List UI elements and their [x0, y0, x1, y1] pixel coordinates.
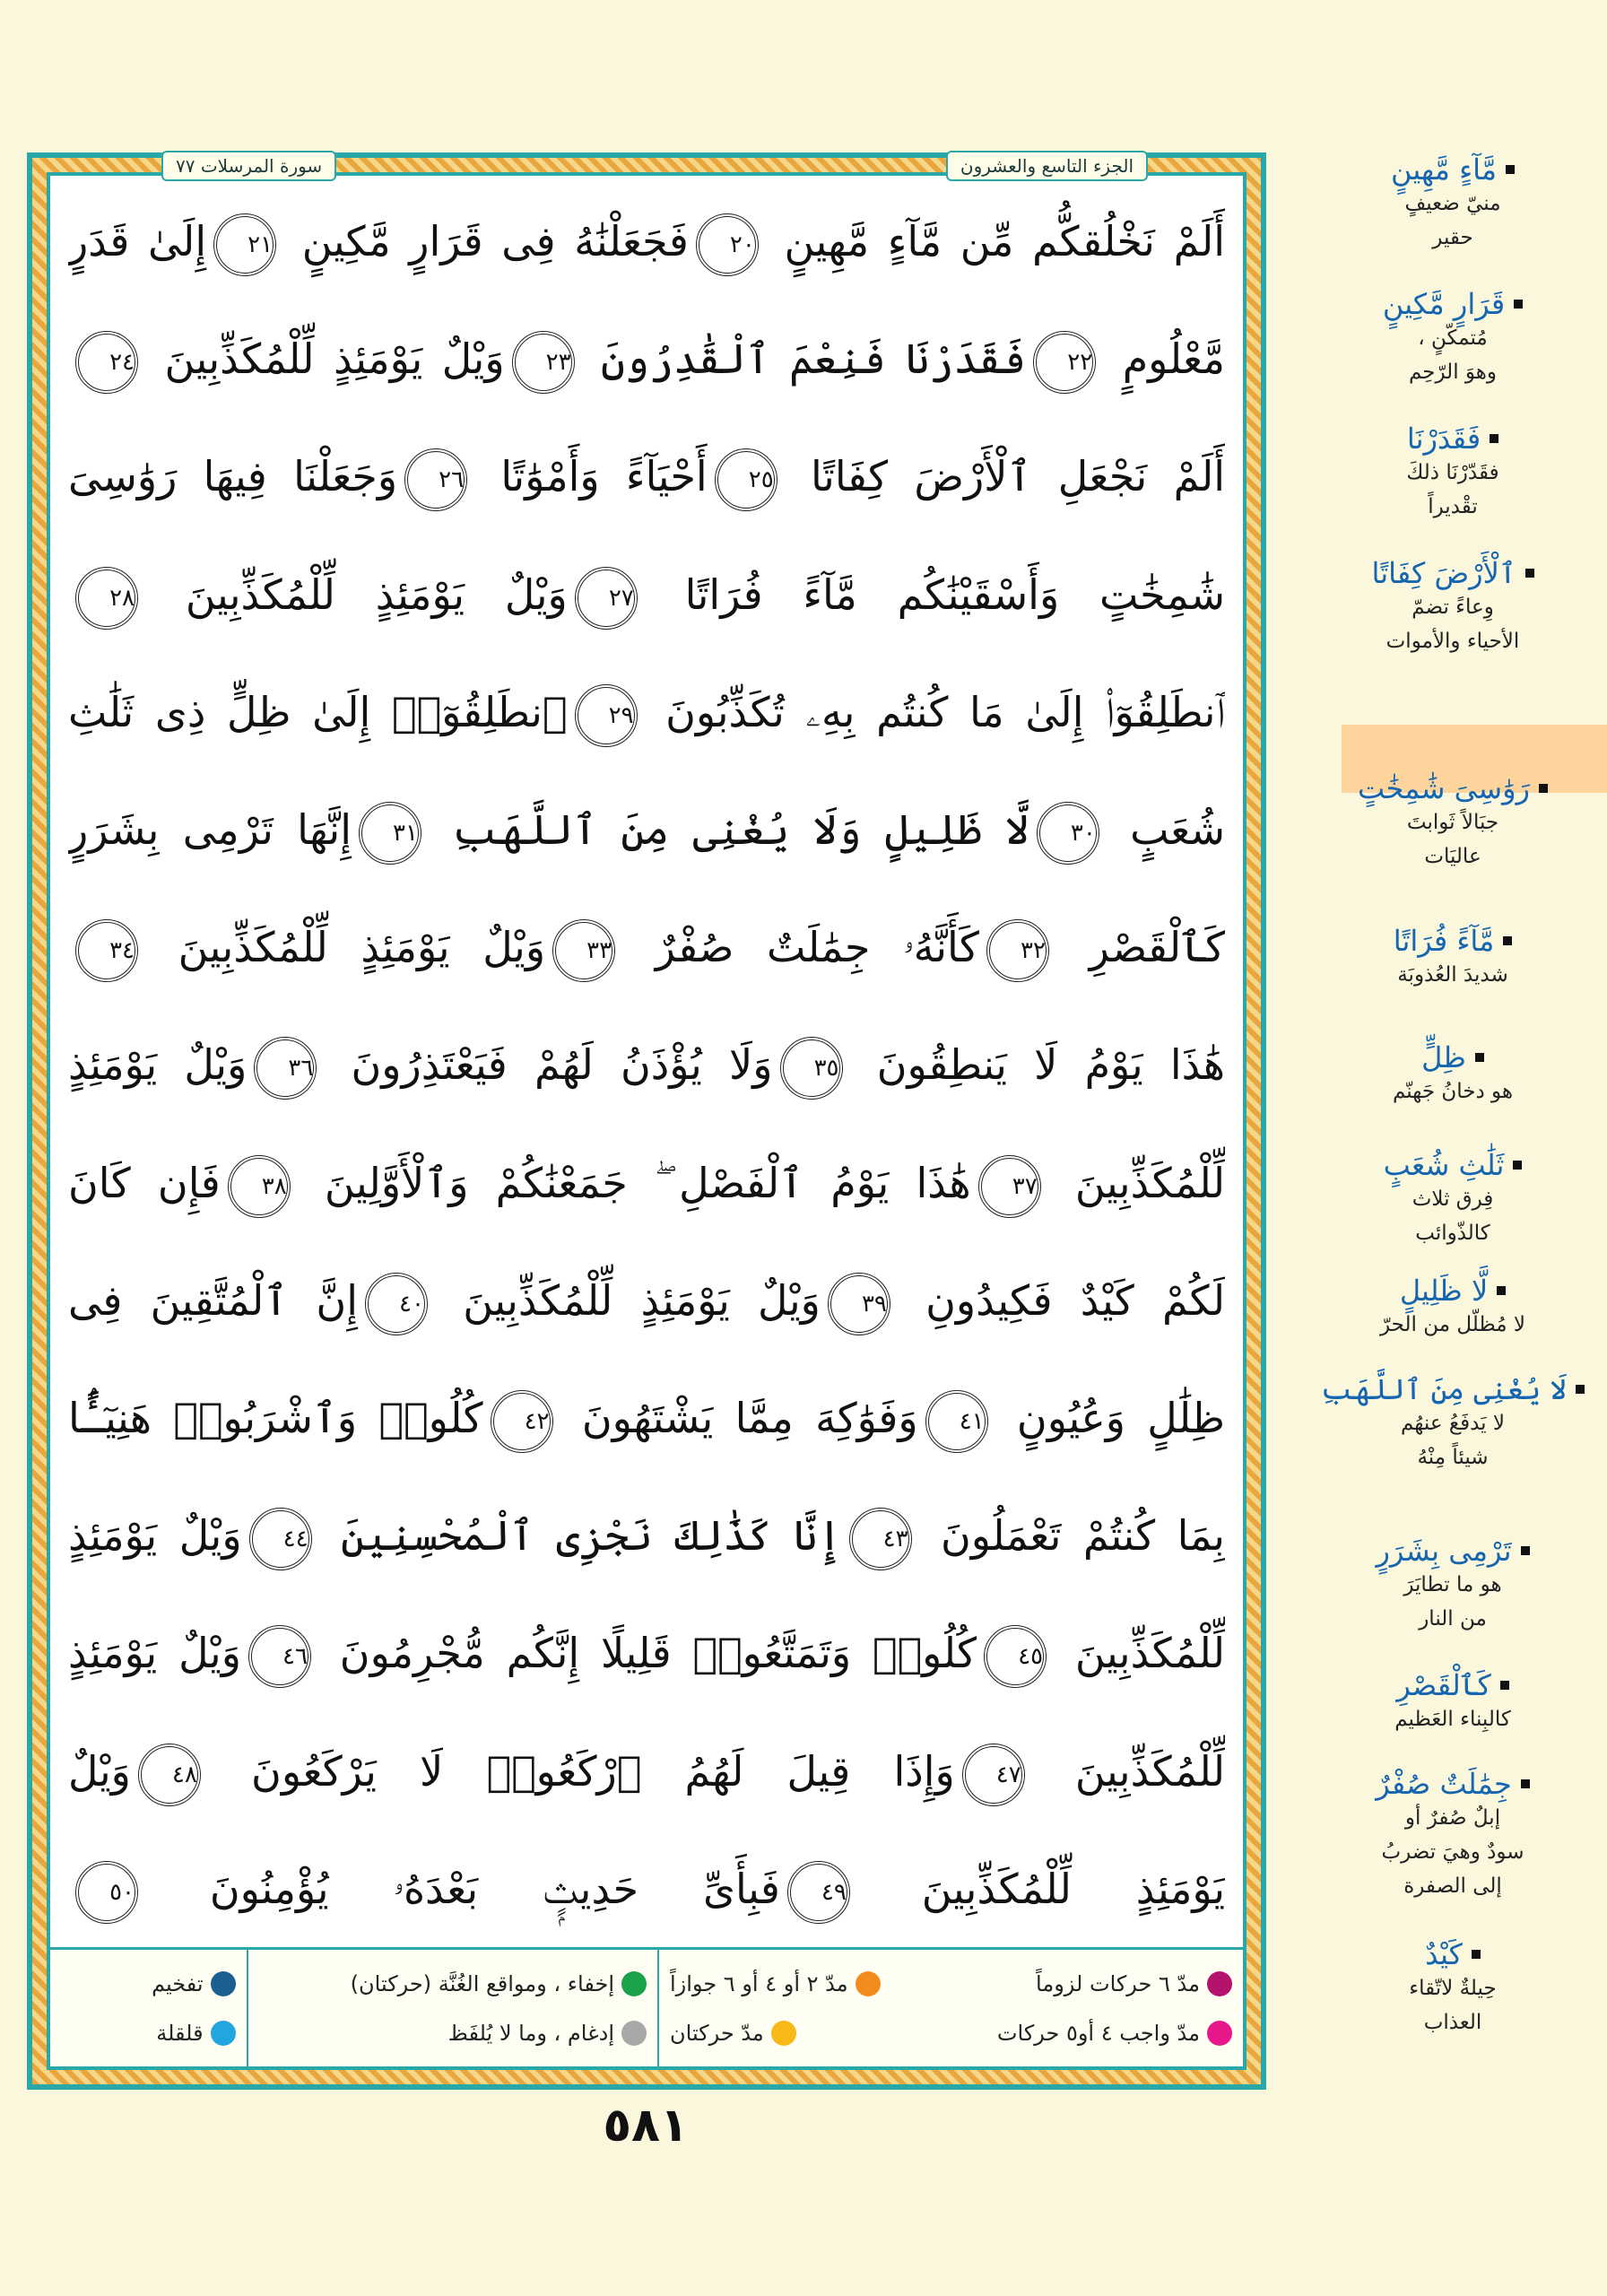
legend-item	[997, 2021, 1232, 2046]
ayah-number-marker: ٣٢	[986, 919, 1049, 982]
bullet-icon	[1506, 165, 1515, 174]
glossary-entry	[1309, 152, 1596, 255]
verse-text: كَأَنَّهُۥ جِمَٰلَتٌ صُفْرٌ	[622, 923, 979, 972]
verse-text: إِنَّهَا تَرْمِى بِشَرَرٍ	[68, 805, 352, 855]
ayah-number-marker: ٣٧	[978, 1155, 1041, 1218]
legend-dot	[1207, 1971, 1232, 1996]
quran-line	[68, 1839, 1225, 1938]
verse-text: وَإِذَا قِيلَ لَهُمُ ٱرْكَعُوا۟ لَا يَرْكَعُونَ	[207, 1746, 955, 1796]
ayah-number-marker: ٤٦	[248, 1625, 311, 1688]
ayah-number-marker: ٣٩	[828, 1273, 890, 1335]
bullet-icon	[1503, 936, 1512, 945]
glossary-term-text: فَقَدَرْنَا	[1406, 422, 1481, 456]
bullet-icon	[1500, 1681, 1509, 1690]
bullet-icon	[1514, 300, 1523, 309]
legend-label: مدّ ٦ حركات لزوماً	[1036, 1970, 1200, 1996]
glossary-term-text: كَٱلْقَصْرِ	[1396, 1668, 1491, 1702]
legend-dot	[771, 2021, 796, 2046]
verse-text: وَيْلٌ	[68, 1746, 131, 1796]
verse-text: ٱنطَلِقُوٓا۟ إِلَىٰ مَا كُنتُم بِهِۦ تُكَذِّبُونَ	[644, 687, 1225, 736]
quran-line	[68, 1015, 1225, 1114]
glossary-term-text: تَرْمِى بِشَرَرٍ	[1376, 1534, 1512, 1568]
text-area	[50, 176, 1243, 2066]
verse-text: إِلَىٰ قَدَرٍ	[68, 217, 207, 265]
glossary-definition: لا يَدفَعُ عنهُم شيئاً مِنْهُ	[1400, 1412, 1506, 1469]
bullet-icon	[1539, 784, 1548, 793]
bullet-icon	[1521, 1546, 1530, 1555]
legend-label: مدّ ٢ أو ٤ أو ٦ جوازاً	[670, 1970, 848, 1996]
ayah-number-marker: ٢٥	[715, 448, 777, 511]
glossary-entry	[1309, 556, 1596, 658]
glossary-definition: جبَالاً ثَوابتَ عاليَات	[1406, 811, 1499, 868]
legend-item	[670, 1971, 881, 1996]
verse-text: كُلُوا۟ وَتَمَتَّعُوا۟ قَلِيلًا إِنَّكُم مُّجْرِمُونَ	[317, 1629, 977, 1678]
frame-core	[47, 172, 1247, 2070]
legend-item	[61, 1971, 236, 1996]
ayah-number-marker: ٢٧	[575, 567, 638, 630]
legend-label: تفخيم	[152, 1970, 204, 1996]
juz-label: الجزء التاسع والعشرون	[946, 151, 1148, 181]
verse-text: لَّا ظَلِيلٍ وَلَا يُغْنِى مِنَ ٱللَّهَبِ	[428, 805, 1029, 855]
verse-text: فَجَعَلْنَٰهُ فِى قَرَارٍ مَّكِينٍ	[283, 217, 689, 265]
bullet-icon	[1576, 1385, 1585, 1394]
verse-text: وَيْلٌ يَوْمَئِذٍ لِّلْمُكَذِّبِينَ	[434, 1275, 821, 1325]
legend-col-ikhfa	[247, 1950, 657, 2066]
verse-text: وَيْلٌ يَوْمَئِذٍ	[68, 1040, 248, 1090]
ayah-number-marker: ٢٢	[1033, 331, 1096, 394]
ayah-number-marker: ٣٤	[75, 919, 138, 982]
verse-text: وَيْلٌ يَوْمَئِذٍ	[68, 1629, 241, 1678]
glossary-entry	[1309, 771, 1596, 874]
quran-line	[68, 1486, 1225, 1585]
legend-item	[259, 2021, 647, 2046]
verse-text: أَلَمْ نَجْعَلِ ٱلْأَرْضَ كِفَاتًا	[784, 452, 1225, 501]
ayah-number-marker: ٢٣	[512, 331, 575, 394]
ayah-number-marker: ٤٢	[491, 1390, 553, 1453]
verse-text: وَلَا يُؤْذَنُ لَهُمْ فَيَعْتَذِرُونَ	[324, 1040, 773, 1090]
glossary-term-text: ثَلَٰثِ شُعَبٍ	[1383, 1148, 1505, 1182]
ayah-number-marker: ٣٣	[552, 919, 615, 982]
legend-dot	[211, 2021, 236, 2046]
bullet-icon	[1497, 1286, 1506, 1295]
glossary-term-text: لَا يُغْنِى مِنَ ٱللَّهَبِ	[1320, 1372, 1568, 1406]
ayah-number-marker: ٤١	[925, 1390, 988, 1453]
legend-col-madd	[657, 1950, 1243, 2066]
glossary-term	[1309, 1274, 1596, 1308]
verse-text: إِنَّ ٱلْمُتَّقِينَ فِى	[68, 1275, 358, 1325]
ayah-number-marker: ٤٥	[984, 1625, 1047, 1688]
glossary-term	[1309, 152, 1596, 187]
glossary-definition: فِرق ثلاث كالذّوائب	[1412, 1187, 1494, 1245]
verse-text: هَٰذَا يَوْمُ ٱلْفَصْلِ ۖ جَمَعْنَٰكُمْ وَٱلْأَوَّلِينَ	[297, 1158, 971, 1207]
ayah-number-marker: ٢٠	[696, 213, 759, 276]
verse-text: أَحْيَآءً وَأَمْوَٰتًا	[474, 452, 708, 501]
glossary-definition: هو ما تطايَرَ من النار	[1403, 1573, 1502, 1631]
legend-row	[670, 2021, 1232, 2046]
legend-dot	[621, 1971, 647, 1996]
verse-text: شُعَبٍ	[1106, 805, 1225, 855]
legend-item	[61, 2021, 236, 2046]
glossary-entry	[1309, 1534, 1596, 1636]
legend-dot	[211, 1971, 236, 1996]
quran-line	[68, 898, 1225, 996]
glossary-definition: إبلٌ صُفرٌ أو سودٌ وهيَ تضربُ إلى الصفرة	[1381, 1806, 1524, 1898]
quran-text	[50, 176, 1243, 1947]
verse-text: وَجَعَلْنَا فِيهَا رَوَٰسِىَ	[68, 452, 398, 501]
surah-label: سورة المرسلات ٧٧	[161, 151, 336, 181]
verse-text: يَوْمَئِذٍ لِّلْمُكَذِّبِينَ	[856, 1864, 1225, 1913]
glossary-entry	[1309, 1767, 1596, 1903]
glossary-definition: حِيلةٌ لاتّقاء العذاب	[1409, 1977, 1497, 2034]
glossary-term	[1309, 1767, 1596, 1801]
quran-line	[68, 545, 1225, 644]
glossary-sidebar	[1291, 152, 1605, 2126]
glossary-entry	[1309, 1668, 1596, 1736]
glossary-term-text: مَّآءٍ مَّهِينٍ	[1391, 152, 1498, 187]
ayah-number-marker: ٣٦	[254, 1037, 317, 1100]
legend-label: مدّ واجب ٤ أو٥ حركات	[996, 2020, 1200, 2046]
legend-item	[259, 1971, 647, 1996]
glossary-entry	[1309, 1148, 1596, 1250]
tajweed-legend	[50, 1947, 1243, 2066]
glossary-entry	[1309, 287, 1596, 389]
legend-label: مدّ حركتان	[670, 2020, 764, 2046]
glossary-entry	[1309, 1040, 1596, 1109]
bullet-icon	[1490, 434, 1498, 443]
verse-text: مَّعْلُومٍ	[1103, 335, 1225, 384]
legend-dot	[1207, 2021, 1232, 2046]
bullet-icon	[1521, 1779, 1530, 1788]
quran-line	[68, 1722, 1225, 1821]
glossary-definition: كالبِناء العَظيم	[1394, 1708, 1511, 1731]
page-number: ٥٨١	[603, 2099, 689, 2152]
legend-label: إدغام ، وما لا يُلفَظ	[447, 2020, 614, 2046]
ayah-number-marker: ٤٣	[849, 1508, 912, 1570]
glossary-term	[1309, 1937, 1596, 1971]
quran-line	[68, 780, 1225, 879]
quran-line	[68, 1134, 1225, 1232]
ayah-number-marker: ٤٨	[138, 1744, 201, 1806]
ayah-number-marker: ٢١	[213, 213, 276, 276]
ornamental-border	[32, 158, 1261, 2084]
legend-dot	[621, 2021, 647, 2046]
verse-text: كَٱلْقَصْرِ	[1055, 923, 1225, 972]
quran-line	[68, 1251, 1225, 1350]
verse-text: لِّلْمُكَذِّبِينَ	[1047, 1158, 1225, 1207]
ayah-number-marker: ٤٧	[962, 1744, 1025, 1806]
legend-item	[670, 2021, 796, 2046]
glossary-term	[1309, 1148, 1596, 1182]
glossary-term-text: ٱلْأَرْضَ كِفَاتًا	[1371, 556, 1516, 590]
verse-text: وَيْلٌ يَوْمَئِذٍ لِّلْمُكَذِّبِينَ	[145, 335, 505, 384]
quran-line	[68, 1604, 1225, 1702]
verse-text: ٱنطَلِقُوٓا۟ إِلَىٰ ظِلٍّ ذِى ثَلَٰثِ	[68, 687, 568, 736]
glossary-term	[1309, 1534, 1596, 1568]
glossary-term	[1309, 1040, 1596, 1074]
verse-text: فَبِأَىِّ حَدِيثٍۭ بَعْدَهُۥ يُؤْمِنُونَ	[145, 1864, 780, 1913]
ayah-number-marker: ٢٩	[575, 684, 638, 747]
glossary-term-text: رَوَٰسِىَ شَٰمِخَٰتٍ	[1358, 771, 1530, 805]
glossary-entry	[1309, 1937, 1596, 2039]
ayah-number-marker: ٥٠	[75, 1861, 138, 1924]
verse-text: هَٰذَا يَوْمُ لَا يَنطِقُونَ	[849, 1040, 1225, 1090]
glossary-term	[1309, 287, 1596, 321]
legend-label: إخفاء ، ومواقع الغُنَّة (حركتان)	[350, 1970, 614, 1996]
glossary-definition: لا مُظلّل من الحرّ	[1379, 1313, 1526, 1336]
glossary-term	[1309, 1372, 1596, 1406]
ayah-number-marker: ٣٥	[780, 1037, 843, 1100]
ayah-number-marker: ٢٨	[75, 567, 138, 630]
verse-text: لِّلْمُكَذِّبِينَ	[1031, 1746, 1225, 1796]
verse-text: بِمَا كُنتُمْ تَعْمَلُونَ	[918, 1511, 1225, 1561]
legend-row	[670, 1971, 1232, 1996]
verse-text: فَقَدَرْنَا فَنِعْمَ ٱلْقَٰدِرُونَ	[581, 335, 1027, 384]
bullet-icon	[1513, 1161, 1522, 1170]
glossary-definition: وِعاءً تضمّ الأحياء والأموات	[1385, 596, 1520, 653]
glossary-term-text: قَرَارٍ مَّكِينٍ	[1382, 287, 1506, 321]
bullet-icon	[1525, 569, 1534, 578]
verse-text: شَٰمِخَٰتٍ وَأَسْقَيْنَٰكُم مَّآءً فُرَاتًا	[644, 570, 1225, 619]
ayah-number-marker: ٢٦	[404, 448, 467, 511]
glossary-definition: شديدَ العُذوبَة	[1397, 963, 1508, 987]
glossary-definition: فقَدّرْنَا ذلكَ تقْديراً	[1406, 461, 1499, 518]
ayah-number-marker: ٤٤	[249, 1508, 312, 1570]
quran-line	[68, 427, 1225, 526]
glossary-definition: مُتمكّنٍ ، وهوَ الرّحِم	[1408, 326, 1498, 384]
legend-col-tafkhim	[50, 1950, 247, 2066]
glossary-term-text: كَيْدٌ	[1425, 1937, 1463, 1971]
verse-text: وَفَوَٰكِهَ مِمَّا يَشْتَهُونَ	[560, 1394, 918, 1443]
verse-text: وَيْلٌ يَوْمَئِذٍ لِّلْمُكَذِّبِينَ	[145, 570, 568, 619]
verse-text: ظِلَٰلٍ وَعُيُونٍ	[995, 1394, 1225, 1443]
page-header	[161, 151, 1148, 181]
legend-dot	[856, 1971, 881, 1996]
bullet-icon	[1472, 1950, 1481, 1959]
glossary-term-text: جِمَٰلَتٌ صُفْرٌ	[1376, 1767, 1512, 1801]
glossary-term-text: ظِلٍّ	[1421, 1040, 1466, 1074]
ayah-number-marker: ٤٠	[365, 1273, 428, 1335]
verse-text: إِنَّا كَذَٰلِكَ نَجْزِى ٱلْمُحْسِنِينَ	[318, 1511, 842, 1561]
legend-label: قلقلة	[156, 2020, 204, 2046]
verse-text: كُلُوا۟ وَٱشْرَبُوا۟ هَنِيٓـًٔۢا	[68, 1394, 483, 1443]
ayah-number-marker: ٢٤	[75, 331, 138, 394]
quran-line	[68, 1369, 1225, 1467]
glossary-term-text: لَّا ظَلِيلٍ	[1399, 1274, 1489, 1308]
glossary-term	[1309, 771, 1596, 805]
glossary-entry	[1309, 422, 1596, 524]
ayah-number-marker: ٣١	[359, 802, 421, 865]
quran-line	[68, 309, 1225, 408]
verse-text: أَلَمْ نَخْلُقكُّم مِّن مَّآءٍ مَّهِينٍ	[765, 217, 1225, 265]
verse-text: لَكُمْ كَيْدٌ فَكِيدُونِ	[897, 1275, 1225, 1325]
verse-text: وَيْلٌ يَوْمَئِذٍ	[68, 1511, 242, 1561]
page-frame	[27, 152, 1266, 2090]
verse-text: وَيْلٌ يَوْمَئِذٍ لِّلْمُكَذِّبِينَ	[145, 923, 546, 972]
ayah-number-marker: ٣٠	[1037, 802, 1099, 865]
bullet-icon	[1475, 1053, 1484, 1062]
glossary-term	[1309, 556, 1596, 590]
glossary-term	[1309, 924, 1596, 958]
glossary-entry	[1309, 924, 1596, 992]
quran-line	[68, 192, 1225, 291]
glossary-term-text: مَّآءً فُرَاتًا	[1393, 924, 1495, 958]
verse-text: لِّلْمُكَذِّبِينَ	[1054, 1629, 1225, 1678]
glossary-definition: هو دخانُ جَهنّم	[1392, 1080, 1514, 1103]
quran-line	[68, 663, 1225, 761]
verse-text: فَإِن كَانَ	[68, 1158, 221, 1207]
ayah-number-marker: ٤٩	[787, 1861, 850, 1924]
glossary-entry	[1309, 1372, 1596, 1474]
glossary-definition: منيّ ضعيفٍ حقير	[1404, 192, 1501, 249]
glossary-term	[1309, 1668, 1596, 1702]
glossary-term	[1309, 422, 1596, 456]
glossary-entry	[1309, 1274, 1596, 1342]
ayah-number-marker: ٣٨	[228, 1155, 291, 1218]
legend-item	[1036, 1971, 1232, 1996]
